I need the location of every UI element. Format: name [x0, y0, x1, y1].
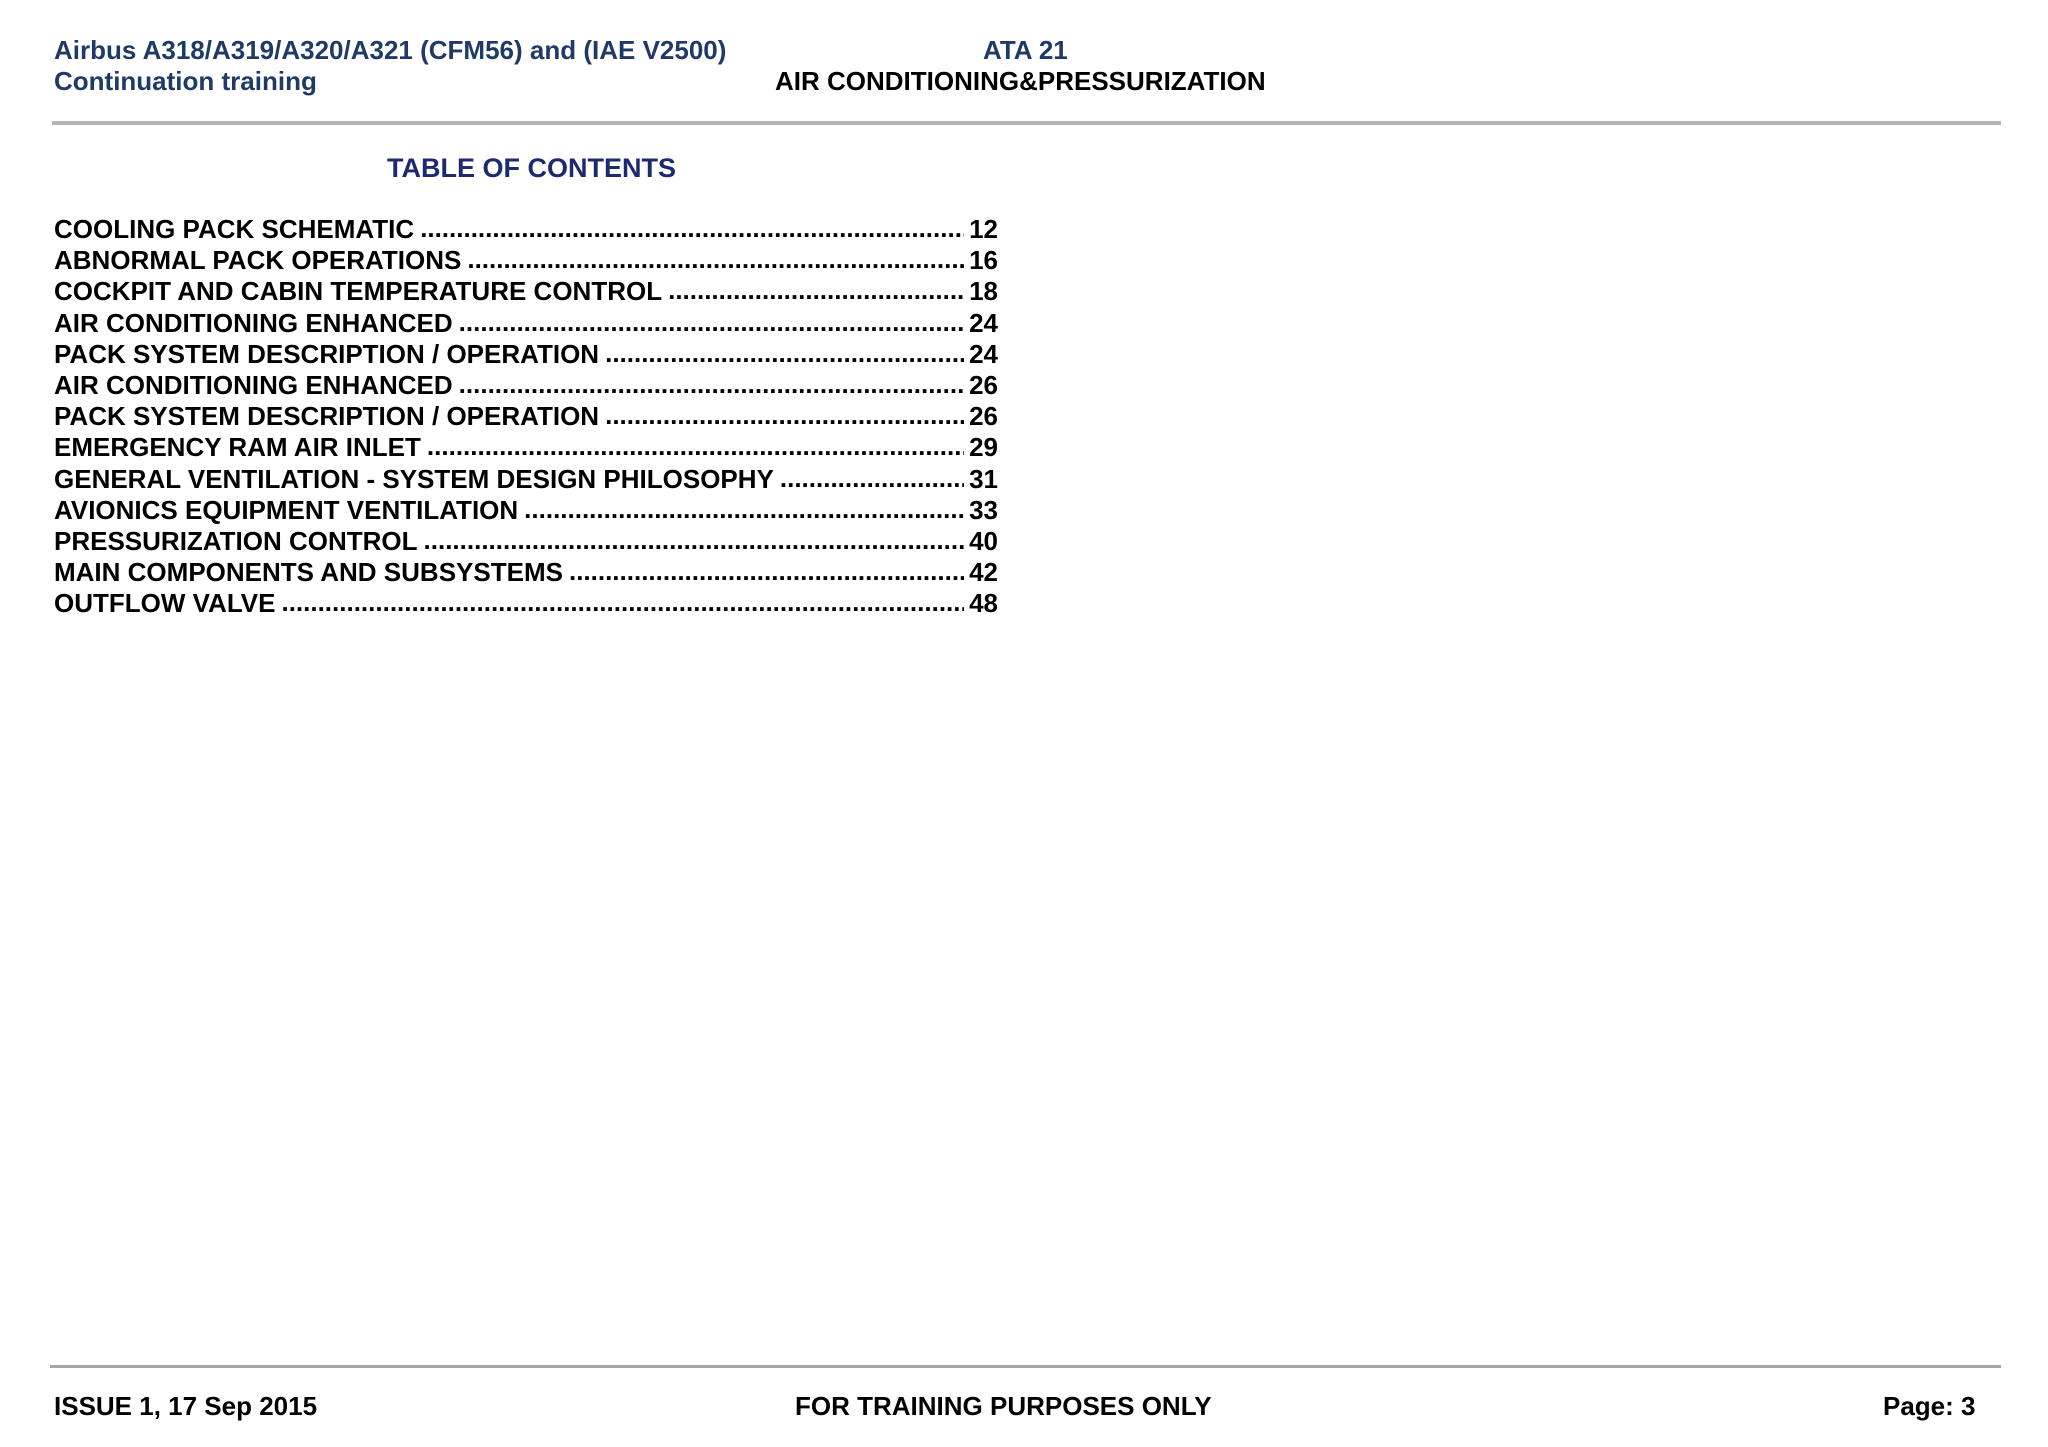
- header-ata-code: ATA 21: [983, 35, 1068, 65]
- toc-entry-label: OUTFLOW VALVE: [54, 588, 276, 619]
- toc-entry-page: 48: [969, 588, 998, 619]
- toc-entry-page: 18: [969, 276, 998, 307]
- toc-entry-label: ABNORMAL PACK OPERATIONS: [54, 245, 462, 276]
- toc-dot-leader: [605, 338, 964, 369]
- toc-list: [54, 214, 998, 619]
- toc-dot-leader: [668, 275, 964, 306]
- toc-dot-leader: [569, 556, 964, 587]
- toc-dot-leader: [281, 587, 964, 618]
- toc-entry-page: 33: [969, 494, 998, 525]
- toc-entry[interactable]: [54, 214, 998, 245]
- footer-page-number: Page: 3: [1883, 1391, 1976, 1421]
- toc-entry[interactable]: [54, 432, 998, 463]
- toc-entry-page: 29: [969, 432, 998, 463]
- toc-entry-label: GENERAL VENTILATION - SYSTEM DESIGN PHILOSOPHY: [54, 463, 774, 494]
- toc-entry-page: 16: [969, 245, 998, 276]
- toc-entry-page: 40: [969, 525, 998, 556]
- footer-issue: ISSUE 1, 17 Sep 2015: [54, 1391, 318, 1421]
- toc-entry[interactable]: [54, 464, 998, 495]
- toc-entry-page: 42: [969, 557, 998, 588]
- toc-entry-label: COOLING PACK SCHEMATIC: [54, 214, 415, 244]
- header-divider: [52, 121, 2001, 125]
- toc-entry[interactable]: [54, 370, 998, 401]
- toc-entry-page: 12: [969, 214, 998, 244]
- toc-entry-label: COCKPIT AND CABIN TEMPERATURE CONTROL: [54, 276, 663, 307]
- toc-entry-label: AVIONICS EQUIPMENT VENTILATION: [54, 494, 519, 525]
- header-course-title: Continuation training: [54, 66, 317, 96]
- toc-entry[interactable]: [54, 495, 998, 526]
- toc-entry[interactable]: [54, 401, 998, 432]
- toc-entry-page: 24: [969, 307, 998, 338]
- header-chapter-title: AIR CONDITIONING&PRESSURIZATION: [775, 66, 1266, 96]
- toc-entry-page: 31: [969, 463, 998, 494]
- toc-dot-leader: [605, 400, 964, 431]
- toc-entry-label: PRESSURIZATION CONTROL: [54, 525, 418, 556]
- toc-entry-label: PACK SYSTEM DESCRIPTION / OPERATION: [54, 338, 600, 369]
- toc-entry[interactable]: [54, 557, 998, 588]
- toc-entry[interactable]: [54, 276, 998, 307]
- toc-entry-label: PACK SYSTEM DESCRIPTION / OPERATION: [54, 401, 600, 432]
- toc-entry[interactable]: [54, 245, 998, 276]
- toc-entry[interactable]: [54, 339, 998, 370]
- toc-entry-label: EMERGENCY RAM AIR INLET: [54, 432, 421, 463]
- toc-entry-page: 26: [969, 401, 998, 432]
- toc-entry-label: AIR CONDITIONING ENHANCED: [54, 307, 453, 338]
- toc-title: TABLE OF CONTENTS: [387, 153, 676, 183]
- toc-dot-leader: [459, 369, 964, 400]
- toc-dot-leader: [467, 244, 964, 275]
- toc-entry[interactable]: [54, 308, 998, 339]
- toc-dot-leader: [524, 494, 964, 525]
- toc-entry-page: 26: [969, 369, 998, 400]
- toc-entry-page: 24: [969, 338, 998, 369]
- toc-dot-leader: [420, 213, 964, 244]
- toc-dot-leader: [459, 307, 964, 338]
- toc-dot-leader: [427, 431, 964, 462]
- footer-notice: FOR TRAINING PURPOSES ONLY: [795, 1391, 1212, 1421]
- toc-dot-leader: [780, 463, 964, 494]
- toc-entry[interactable]: [54, 526, 998, 557]
- toc-entry[interactable]: [54, 588, 998, 619]
- toc-dot-leader: [424, 525, 964, 556]
- footer-divider: [50, 1365, 2001, 1368]
- toc-entry-label: MAIN COMPONENTS AND SUBSYSTEMS: [54, 557, 563, 588]
- header-aircraft-title: Airbus A318/A319/A320/A321 (CFM56) and (IAE V2500): [54, 35, 727, 65]
- toc-entry-label: AIR CONDITIONING ENHANCED: [54, 369, 453, 400]
